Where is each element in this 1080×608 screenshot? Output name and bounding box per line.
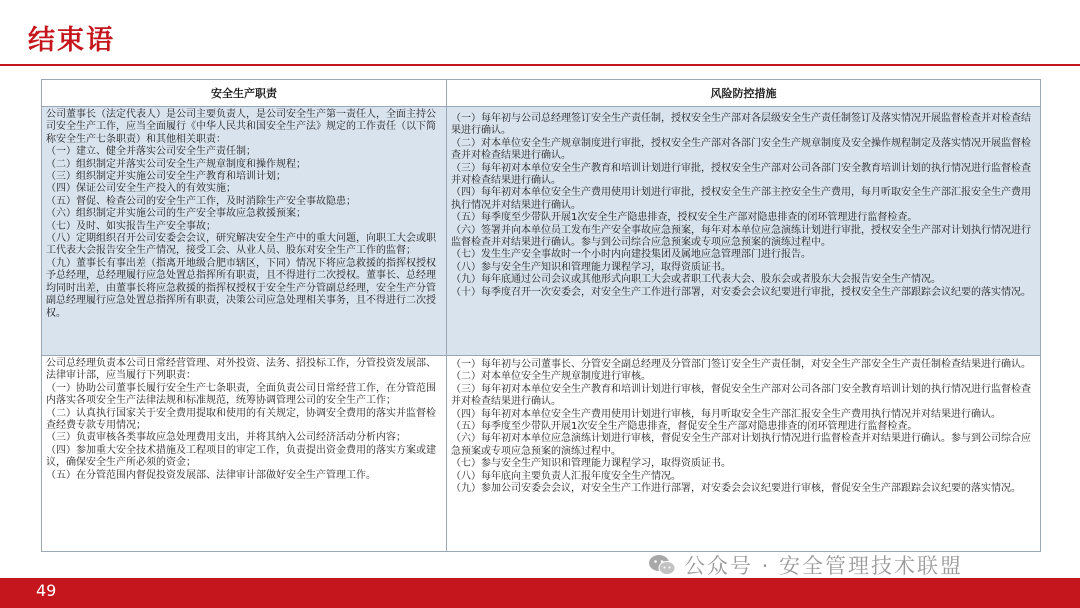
paragraph: （二）组织制定并落实公司安全生产规章制度和操作规程； xyxy=(46,158,306,170)
paragraph: （三）负责审核各类事故应急处理费用支出，并将其纳入公司经济活动分析内容； xyxy=(46,432,406,444)
paragraph: （五）督促、检查公司的安全生产工作，及时消除生产安全事故隐患； xyxy=(46,195,356,207)
paragraph: （十）每季度召开一次安委会，对安全生产工作进行部署，对安委会会议纪要进行审批，授权安全生产部跟踪会议纪要的落实情况。 xyxy=(451,286,1031,298)
paragraph: （五）每季度至少带队开展1次安全生产隐患排查，授权安全生产部对隐患排查的闭环管理进行监督检查。 xyxy=(451,212,918,224)
slide-title: 结束语 xyxy=(28,25,115,56)
paragraph: （九）参加公司安委会会议，对安全生产工作进行部署，对安委会会议纪要进行审核，督促安全生产部跟踪会议纪要的落实情况。 xyxy=(451,483,1021,495)
paragraph: （二）认真执行国家关于安全费用提取和使用的有关规定，协调安全费用的落实并监督检查经费专款专用情况； xyxy=(46,407,436,432)
wechat-watermark xyxy=(648,552,963,578)
paragraph: （五）在分管范围内督促投资发展部、法律审计部做好安全生产管理工作。 xyxy=(46,469,376,481)
table-header-row xyxy=(42,80,1041,107)
paragraph: （五）每季度至少带队开展1次安全生产隐患排查，督促安全生产部对隐患排查的闭环管理进行监督检查。 xyxy=(451,421,918,433)
general-manager-duties-cell xyxy=(42,356,447,552)
footer-bar xyxy=(0,578,1080,608)
paragraph: （四）参加重大安全技术措施及工程项目的审定工作，负责提出资金费用的落实方案或建议，确保安全生产所必须的资金； xyxy=(46,444,436,469)
paragraph: （一）每年初与公司总经理签订安全生产责任制，授权安全生产部对各层级安全生产责任制签订及落实情况开展监督检查并对检查结果进行确认。 xyxy=(451,113,1031,137)
page-number: 49 xyxy=(36,581,57,600)
paragraph: （六）组织制定并实施公司的生产安全事故应急救援预案； xyxy=(46,208,306,220)
general-manager-measures-cell xyxy=(447,356,1041,552)
paragraph: （二）对本单位安全生产规章制度进行审核。 xyxy=(451,371,651,383)
paragraph: （八）定期组织召开公司安委会会议，研究解决安全生产中的重大问题，向职工大会或职工代表大会报告安全生产情况，接受工会、从业人员、股东对安全生产工作的监督； xyxy=(46,233,436,257)
header-safety-duties: 安全生产职责 xyxy=(42,80,447,107)
paragraph: （七）参与安全生产知识和管理能力课程学习，取得资质证书。 xyxy=(451,458,731,470)
paragraph: （三）每年初对本单位安全生产教育和培训计划进行审核，督促安全生产部对公司各部门安全教育培训计划的执行情况进行监督检查并对检查结果进行确认。 xyxy=(451,383,1031,408)
table-row xyxy=(42,107,1041,356)
paragraph: （四）保证公司安全生产投入的有效实施； xyxy=(46,183,236,195)
paragraph: （七）发生生产安全事故时一个小时内向建投集团及属地应急管理部门进行报告。 xyxy=(451,249,811,261)
paragraph: （一）建立、健全并落实公司安全生产责任制； xyxy=(46,146,256,158)
paragraph: （二）对本单位安全生产规章制度进行审批，授权安全生产部对各部门安全生产规章制度及安全操作规程制定及落实情况开展监督检查并对检查结果进行确认。 xyxy=(451,137,1031,162)
paragraph: 公司董事长（法定代表人）是公司主要负责人，是公司安全生产第一责任人，全面主持公司安全生产工作，应当全面履行《中华人民共和国安全生产法》规定的工作责任（以下简称安全生产七条职责）和其他相关职责： xyxy=(46,109,436,145)
title-divider xyxy=(0,64,1080,66)
responsibility-table-container xyxy=(41,79,1040,552)
paragraph: （三）组织制定并实施公司安全生产教育和培训计划； xyxy=(46,171,286,183)
paragraph: （八）参与安全生产知识和管理能力课程学习，取得资质证书。 xyxy=(451,261,731,273)
paragraph: （六）每年初对本单位应急演练计划进行审核，督促安全生产部对计划执行情况进行监督检查并对结果进行确认。参与到公司综合应急预案或专项应急预案的演练过程中。 xyxy=(451,433,1031,457)
paragraph: （一）每年初与公司董事长、分管安全副总经理及分管部门签订安全生产责任制，对安全生产部安全生产责任制检查结果进行确认。 xyxy=(451,359,1031,370)
paragraph: （七）及时、如实报告生产安全事故； xyxy=(46,220,216,232)
header-risk-measures: 风险防控措施 xyxy=(447,80,1041,107)
watermark-text: 公众号 · 安全管理技术联盟 xyxy=(684,554,964,578)
paragraph: （三）每年初对本单位安全生产教育和培训计划进行审批，授权安全生产部对公司各部门安全教育培训计划的执行情况进行监督检查并对检查结果进行确认。 xyxy=(451,162,1031,187)
chairman-measures-cell xyxy=(447,107,1041,356)
paragraph: （九）董事长有事出差（指离开地级合肥市辖区，下同）情况下将应急救援的指挥权授权予总经理，总经理履行应急处置总指挥所有职责，且不得进行二次授权。董事长、总经理均同时出差，由董事长将应急救援的指挥权授权于安全生产分管副总经理，安全生产分管副总经理履行应急处置总指挥所有职责，决策公司应急处理相关事务，且不得进行二次授权。 xyxy=(46,257,436,319)
paragraph: （四）每年初对本单位安全生产费用使用计划进行审批，授权安全生产部主控安全生产费用，每月听取安全生产部汇报安全生产费用执行情况并对结果进行确认。 xyxy=(451,187,1031,211)
paragraph: （六）签署并向本单位员工发布生产安全事故应急预案，每年对本单位应急演练计划进行审批，授权安全生产部对计划执行情况进行监督检查并对结果进行确认。参与到公司综合应急预案或专项应急预案的演练过程中。 xyxy=(451,224,1031,249)
responsibility-table xyxy=(41,79,1041,552)
paragraph: （四）每年初对本单位安全生产费用使用计划进行审核，每月听取安全生产部汇报安全生产费用执行情况并对结果进行确认。 xyxy=(451,408,1001,420)
paragraph: （九）每年底通过公司会议或其他形式向职工大会或者职工代表大会、股东会或者股东大会报告安全生产情况。 xyxy=(451,274,941,286)
paragraph: （八）每年底向主要负责人汇报年度安全生产情况。 xyxy=(451,470,681,482)
chairman-duties-cell xyxy=(42,107,447,356)
table-row xyxy=(42,356,1041,552)
paragraph: （一）协助公司董事长履行安全生产七条职责，全面负责公司日常经营工作，在分管范围内落实各项安全生产法律法规和标准规范，统筹协调管理公司的安全生产工作； xyxy=(46,382,436,407)
wechat-icon xyxy=(648,553,676,577)
paragraph: 公司总经理负责本公司日常经营管理、对外投资、法务、招投标工作，分管投资发展部、法律审计部，应当履行下列职责： xyxy=(46,358,436,382)
